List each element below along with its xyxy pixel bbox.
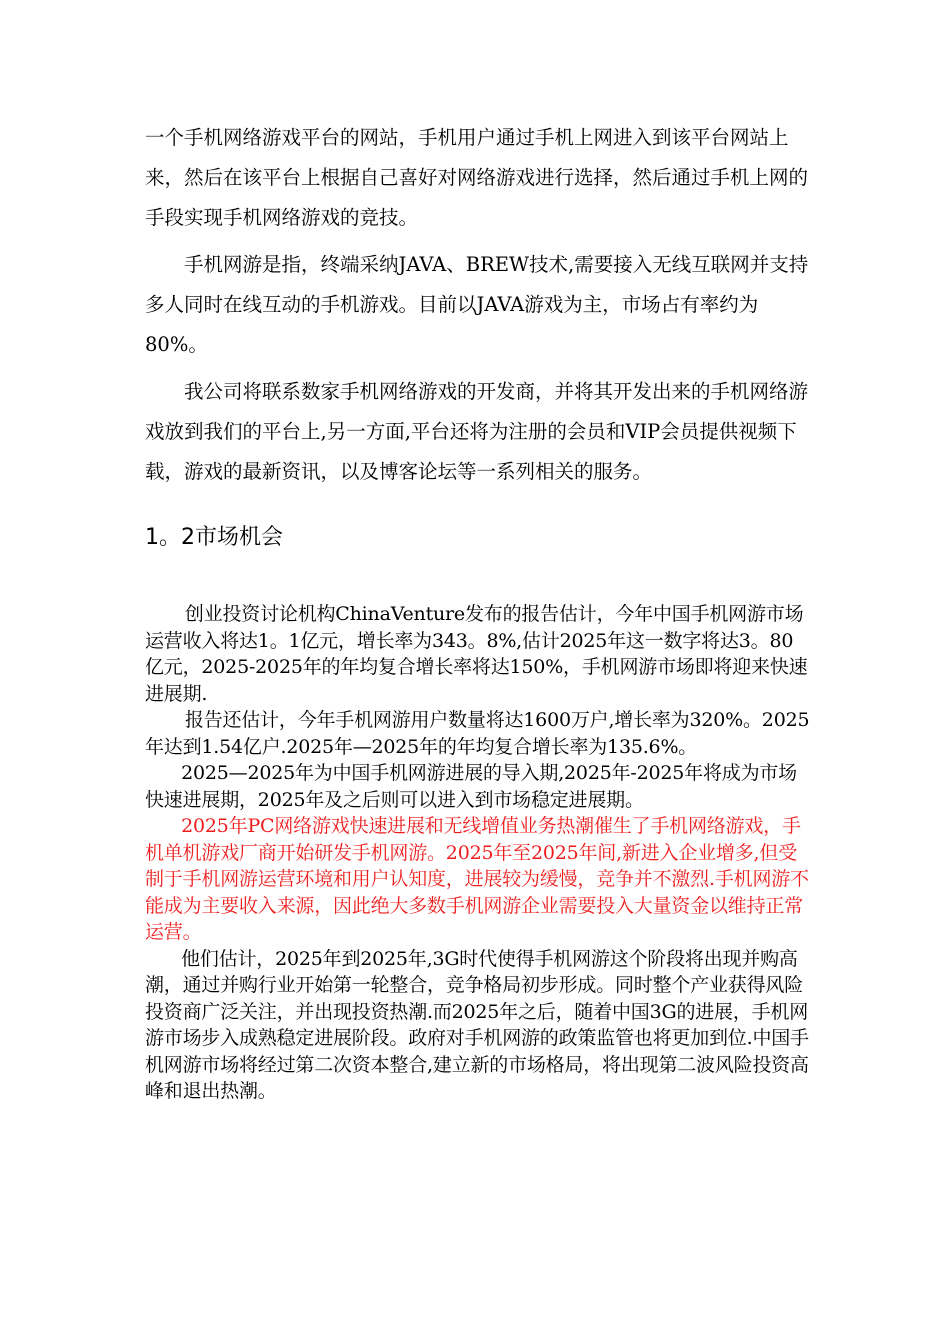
intro-paragraph-2: 手机网游是指，终端采纳JAVA、BREW技术,需要接入无线互联网并支持多人同时在线互动的手机游戏。目前以JAVA游戏为主，市场占有率约为80%。 bbox=[145, 253, 809, 356]
market-paragraph-4-highlighted: 2025年PC网络游戏快速进展和无线增值业务热潮催生了手机网络游戏，手机单机游戏厂商开始研发手机网游。2025年至2025年间,新进入企业增多,但受制于手机网游运营环境和用户认知度，进展较为缓慢，竞争并不激烈.手机网游不能成为主要收入来源，因此绝大多数手机网游企业需要投入大量资金以维持正常运营。 bbox=[145, 815, 809, 943]
market-section bbox=[145, 601, 810, 1105]
market-paragraph-2: 报告还估计，今年手机网游用户数量将达1600万户,增长率为320%。2025年达到1.54亿户.2025年—2025年的年均复合增长率为135.6%。 bbox=[145, 709, 810, 758]
intro-paragraph-1: 一个手机网络游戏平台的网站，手机用户通过手机上网进入到该平台网站上来，然后在该平台上根据自己喜好对网络游戏进行选择，然后通过手机上网的手段实现手机网络游戏的竞技。 bbox=[145, 126, 809, 229]
section-heading: 1。2市场机会 bbox=[145, 525, 283, 550]
market-paragraph-3: 2025—2025年为中国手机网游进展的导入期,2025年-2025年将成为市场快速进展期，2025年及之后则可以进入到市场稳定进展期。 bbox=[145, 762, 797, 811]
market-paragraph-1: 创业投资讨论机构ChinaVenture发布的报告估计，今年中国手机网游市场运营收入将达1。1亿元，增长率为343。8%,估计2025年这一数字将达3。80亿元，2025-2025年的年均复合增长率将达150%，手机网游市场即将迎来快速进展期. bbox=[145, 603, 808, 705]
intro-paragraph-3: 我公司将联系数家手机网络游戏的开发商，并将其开发出来的手机网络游戏放到我们的平台上,另一方面,平台还将为注册的会员和VIP会员提供视频下载，游戏的最新资讯，以及博客论坛等一系列相关的服务。 bbox=[145, 380, 809, 483]
intro-section bbox=[145, 118, 810, 499]
market-paragraph-5: 他们估计，2025年到2025年,3G时代使得手机网游这个阶段将出现并购高潮，通过并购行业开始第一轮整合，竞争格局初步形成。同时整个产业获得风险投资商广泛关注，并出现投资热潮.而2025年之后，随着中国3G的进展，手机网游市场步入成熟稳定进展阶段。政府对手机网游的政策监管也将更加到位.中国手机网游市场将经过第二次资本整合,建立新的市场格局，将出现第二波风险投资高峰和退出热潮。 bbox=[145, 947, 809, 1102]
